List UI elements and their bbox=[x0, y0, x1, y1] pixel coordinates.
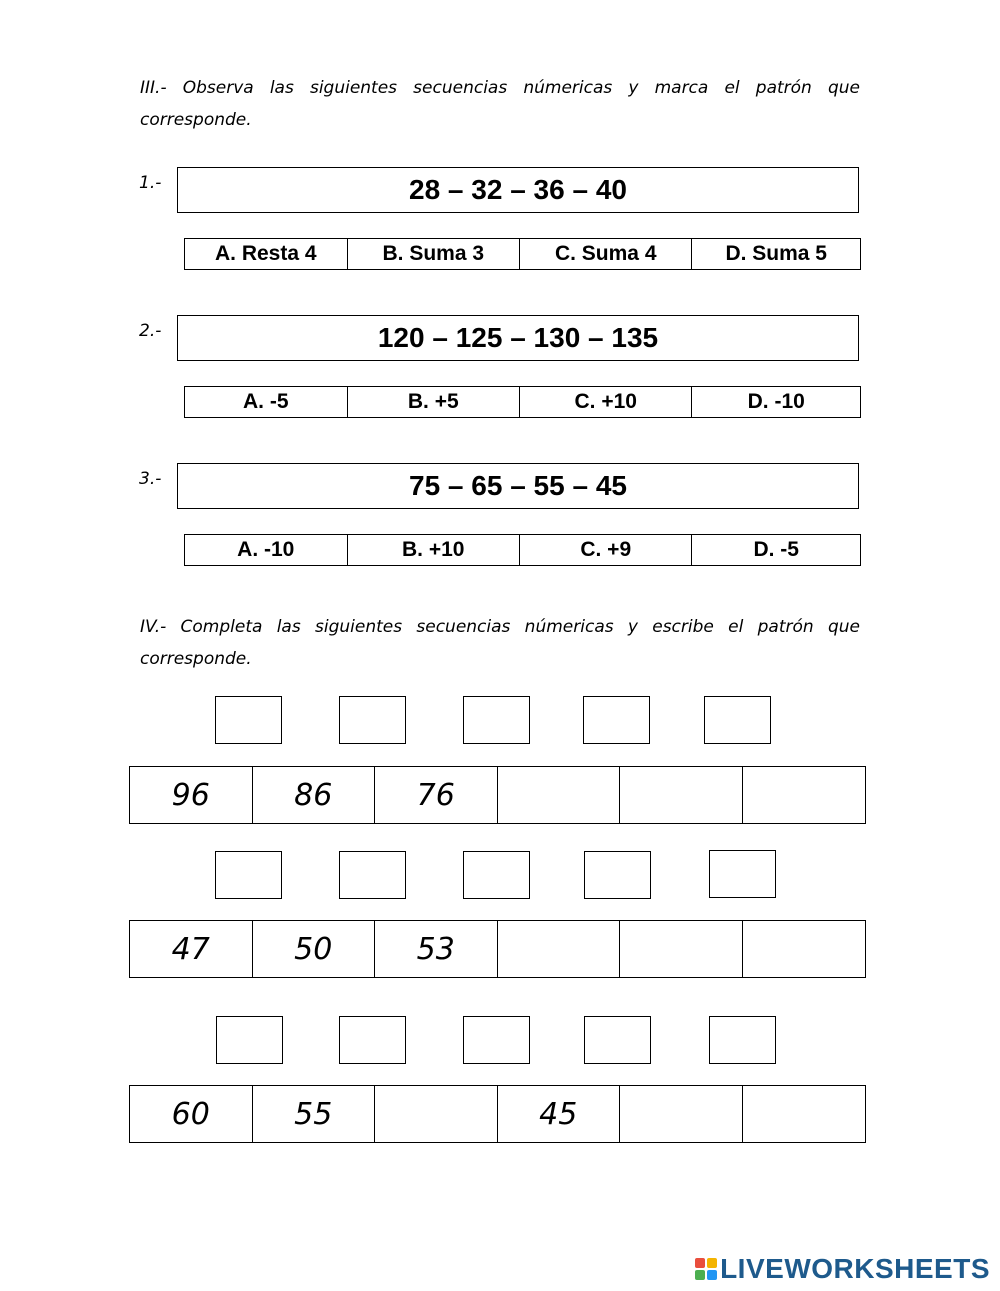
pattern-answer-box[interactable] bbox=[339, 1016, 406, 1064]
pattern-answer-box[interactable] bbox=[704, 696, 771, 744]
question-3-options bbox=[184, 534, 861, 566]
question-1-options bbox=[184, 238, 861, 270]
question-1-option-c[interactable]: C. Suma 4 bbox=[520, 239, 692, 269]
question-2-sequence: 120 – 125 – 130 – 135 bbox=[177, 315, 859, 361]
sequence-input-cell[interactable] bbox=[743, 1086, 866, 1142]
pattern-answer-box[interactable] bbox=[215, 851, 282, 899]
sequence-cell: 53 bbox=[375, 921, 498, 977]
sequence-cell: 45 bbox=[498, 1086, 621, 1142]
section-3-instruction: III.- Observa las siguientes secuencias númericas y marca el patrón que corresponde. bbox=[140, 78, 860, 130]
question-3-number: 3.- bbox=[139, 469, 162, 489]
pattern-answer-box[interactable] bbox=[463, 1016, 530, 1064]
sequence-input-cell[interactable] bbox=[375, 1086, 498, 1142]
question-2-number: 2.- bbox=[139, 321, 162, 341]
pattern-answer-box[interactable] bbox=[215, 696, 282, 744]
sequence-cell: 96 bbox=[130, 767, 253, 823]
logo-text: LIVEWORKSHEETS bbox=[720, 1253, 990, 1284]
sequence-input-cell[interactable] bbox=[743, 767, 866, 823]
sequence-row-3 bbox=[129, 1085, 866, 1143]
sequence-input-cell[interactable] bbox=[620, 767, 743, 823]
question-1-option-d[interactable]: D. Suma 5 bbox=[725, 242, 827, 265]
sequence-cell: 55 bbox=[253, 1086, 376, 1142]
question-3-option-b[interactable]: B. +10 bbox=[348, 535, 520, 565]
question-1-sequence: 28 – 32 – 36 – 40 bbox=[177, 167, 859, 213]
logo-mark-icon bbox=[695, 1258, 717, 1280]
sequence-row-1 bbox=[129, 766, 866, 824]
sequence-cell: 47 bbox=[130, 921, 253, 977]
question-2-option-b[interactable]: B. +5 bbox=[348, 387, 520, 417]
pattern-answer-box[interactable] bbox=[709, 850, 776, 898]
pattern-answer-box[interactable] bbox=[709, 1016, 776, 1064]
sequence-input-cell[interactable] bbox=[498, 767, 621, 823]
pattern-answer-box[interactable] bbox=[339, 851, 406, 899]
sequence-cell: 86 bbox=[253, 767, 376, 823]
question-2-option-d[interactable]: D. -10 bbox=[747, 390, 805, 413]
question-2-options bbox=[184, 386, 861, 418]
pattern-answer-box[interactable] bbox=[339, 696, 406, 744]
sequence-cell: 50 bbox=[253, 921, 376, 977]
pattern-answer-box[interactable] bbox=[216, 1016, 283, 1064]
sequence-cell: 60 bbox=[130, 1086, 253, 1142]
question-2-option-c[interactable]: C. +10 bbox=[520, 387, 692, 417]
sequence-cell: 76 bbox=[375, 767, 498, 823]
question-3-sequence: 75 – 65 – 55 – 45 bbox=[177, 463, 859, 509]
question-1-option-a[interactable]: A. Resta 4 bbox=[185, 239, 348, 269]
sequence-input-cell[interactable] bbox=[620, 1086, 743, 1142]
question-3-option-a[interactable]: A. -10 bbox=[185, 535, 348, 565]
pattern-answer-box[interactable] bbox=[463, 851, 530, 899]
question-2-option-a[interactable]: A. -5 bbox=[185, 387, 348, 417]
pattern-answer-box[interactable] bbox=[584, 1016, 651, 1064]
liveworksheets-logo bbox=[695, 1253, 990, 1285]
pattern-answer-box[interactable] bbox=[584, 851, 651, 899]
question-3-option-c[interactable]: C. +9 bbox=[520, 535, 692, 565]
sequence-row-2 bbox=[129, 920, 866, 978]
question-1-number: 1.- bbox=[139, 173, 162, 193]
question-1-option-b[interactable]: B. Suma 3 bbox=[348, 239, 520, 269]
section-4-instruction: IV.- Completa las siguientes secuencias númericas y escribe el patrón que corresponde. bbox=[140, 617, 860, 669]
sequence-input-cell[interactable] bbox=[498, 921, 621, 977]
pattern-answer-box[interactable] bbox=[463, 696, 530, 744]
sequence-input-cell[interactable] bbox=[620, 921, 743, 977]
pattern-answer-box[interactable] bbox=[583, 696, 650, 744]
sequence-input-cell[interactable] bbox=[743, 921, 866, 977]
question-3-option-d[interactable]: D. -5 bbox=[753, 538, 799, 561]
